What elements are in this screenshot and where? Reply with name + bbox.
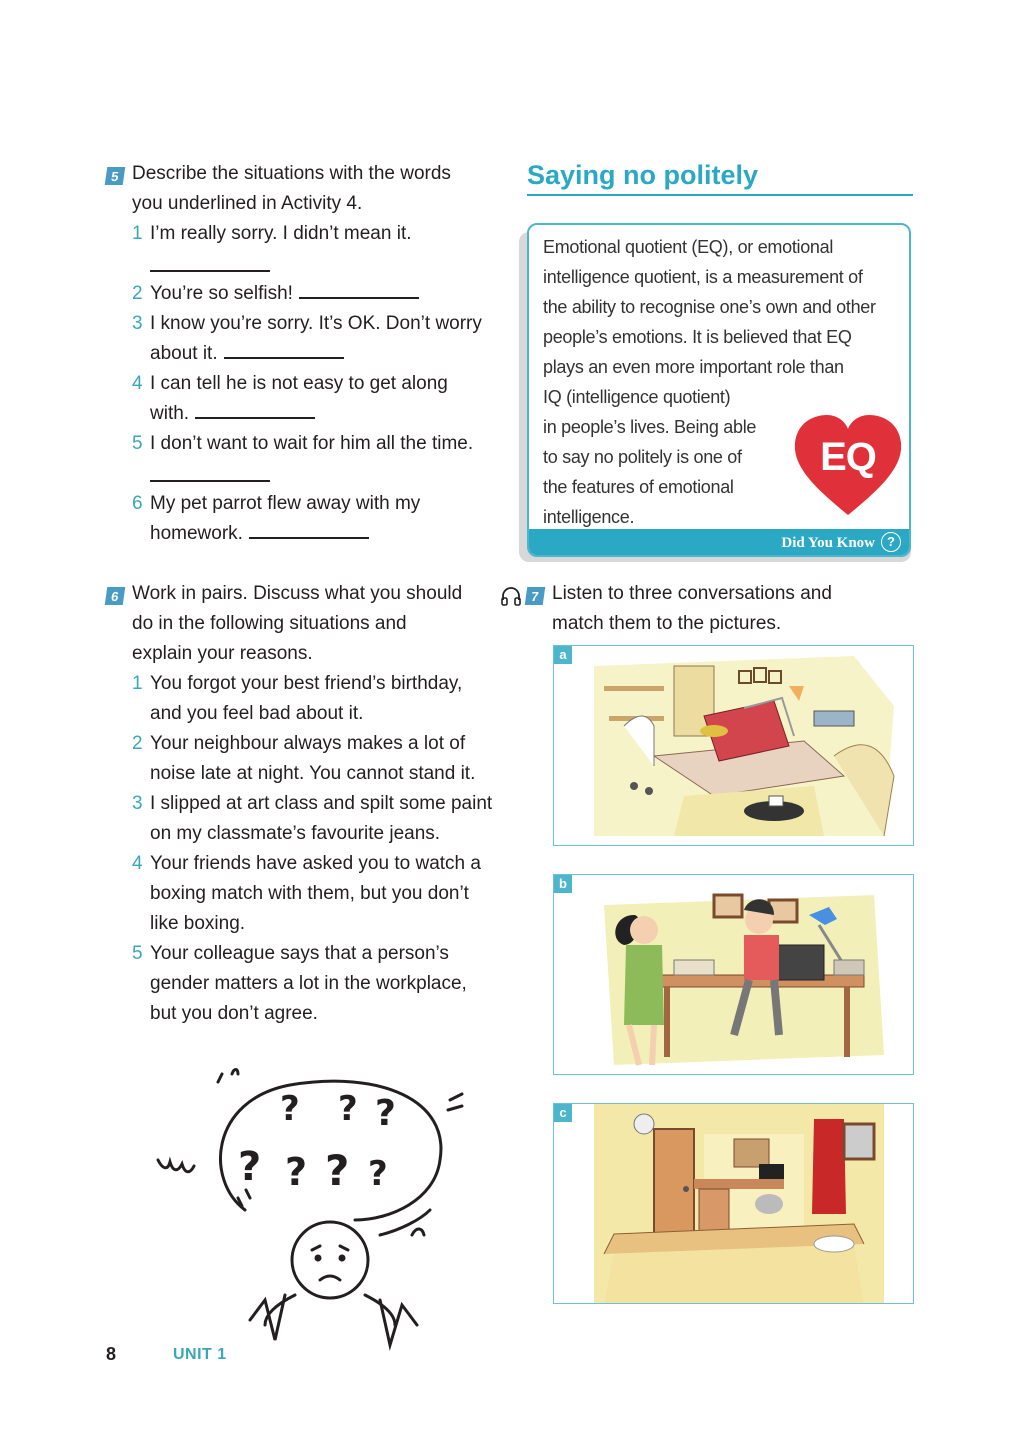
answer-blank[interactable] (249, 519, 369, 539)
item-text: noise late at night. You cannot stand it. (150, 763, 476, 784)
picture-c[interactable] (553, 1103, 914, 1304)
picture-label: c (554, 1104, 572, 1122)
item-text: and you feel bad about it. (150, 703, 364, 724)
picture-label: a (554, 646, 572, 664)
unit-label: UNIT 1 (173, 1346, 227, 1363)
item-number: 5 (132, 943, 143, 964)
svg-text:?: ? (285, 1150, 308, 1194)
activity-instruction: you underlined in Activity 4. (132, 193, 363, 214)
item-text: I can tell he is not easy to get along (150, 373, 448, 394)
answer-blank[interactable] (195, 399, 315, 419)
item-number: 3 (132, 793, 143, 814)
item-text: homework. (150, 519, 369, 549)
girls-at-desk-illustration (554, 875, 914, 1075)
info-text: the features of emotional (543, 477, 734, 497)
heart-text: EQ (820, 435, 876, 479)
section-title: Saying no politely (527, 160, 759, 190)
item-text: like boxing. (150, 913, 246, 934)
question-circle-icon: ? (881, 532, 901, 552)
item-text: I’m really sorry. I didn’t mean it. (150, 223, 412, 244)
item-number: 4 (132, 853, 143, 874)
item-number: 3 (132, 313, 143, 334)
answer-blank[interactable] (299, 279, 419, 299)
activity-instruction: do in the following situations and (132, 613, 407, 634)
picture-a[interactable] (553, 645, 914, 846)
item-number: 4 (132, 373, 143, 394)
answer-blank[interactable] (150, 480, 270, 482)
picture-label: b (554, 875, 572, 893)
item-text: I know you’re sorry. It’s OK. Don’t worry (150, 313, 482, 334)
item-number: 6 (132, 493, 143, 514)
did-you-know-label: Did You Know (781, 535, 875, 551)
info-text: to say no politely is one of (543, 447, 742, 467)
headphones-icon (500, 586, 522, 606)
activity-instruction: Describe the situations with the words (132, 163, 451, 184)
bedroom-suitcase-illustration (554, 646, 914, 846)
info-text: Emotional quotient (EQ), or emotional (543, 237, 834, 257)
svg-text:?: ? (238, 1144, 262, 1190)
info-text: in people’s lives. Being able (543, 417, 757, 437)
did-you-know-box (527, 223, 911, 557)
item-text: You forgot your best friend’s birthday, (150, 673, 463, 694)
activity-instruction: match them to the pictures. (552, 613, 782, 634)
info-text: intelligence quotient, is a measurement of (543, 267, 863, 287)
activity-instruction: Listen to three conversations and (552, 583, 832, 604)
item-number: 1 (132, 673, 143, 694)
page-number: 8 (106, 1344, 117, 1364)
svg-text:?: ? (280, 1089, 300, 1129)
answer-blank[interactable] (150, 270, 270, 272)
activity-instruction: Work in pairs. Discuss what you should (132, 583, 463, 604)
item-text: but you don’t agree. (150, 1003, 318, 1024)
item-text: My pet parrot flew away with my (150, 493, 421, 514)
item-number: 2 (132, 733, 143, 754)
item-text: You’re so selfish! (150, 279, 419, 309)
activity-instruction: explain your reasons. (132, 643, 313, 664)
item-number: 5 (132, 433, 143, 454)
info-text: people’s emotions. It is believed that EQ (543, 327, 852, 347)
activity-number-badge: 6 (105, 587, 126, 605)
activity-number-badge: 7 (525, 587, 546, 605)
item-text: I don’t want to wait for him all the time. (150, 433, 474, 454)
item-text: Your neighbour always makes a lot of (150, 733, 466, 754)
title-divider (527, 194, 913, 196)
svg-text:?: ? (338, 1089, 358, 1129)
item-number: 1 (132, 223, 143, 244)
info-text: the ability to recognise one’s own and other (543, 297, 876, 317)
info-text: plays an even more important role than (543, 357, 844, 377)
picture-b[interactable] (553, 874, 914, 1075)
svg-text:?: ? (368, 1154, 388, 1194)
answer-blank[interactable] (224, 339, 344, 359)
did-you-know-bar (529, 529, 909, 555)
item-text: Your friends have asked you to watch a (150, 853, 481, 874)
item-text: Your colleague says that a person’s (150, 943, 449, 964)
activity-number-badge: 5 (105, 167, 126, 185)
room-with-bed-illustration (554, 1104, 914, 1304)
item-text: on my classmate’s favourite jeans. (150, 823, 441, 844)
svg-text:?: ? (325, 1146, 350, 1195)
info-text: IQ (intelligence quotient) (543, 387, 731, 407)
svg-text:?: ? (375, 1093, 396, 1134)
item-text: about it. (150, 339, 344, 369)
info-text: intelligence. (543, 507, 635, 527)
confused-person-illustration (150, 1060, 480, 1355)
item-text: boxing match with them, but you don’t (150, 883, 469, 904)
item-text: I slipped at art class and spilt some paint (150, 793, 493, 814)
item-number: 2 (132, 283, 143, 304)
item-text: gender matters a lot in the workplace, (150, 973, 467, 994)
item-text: with. (150, 399, 315, 429)
